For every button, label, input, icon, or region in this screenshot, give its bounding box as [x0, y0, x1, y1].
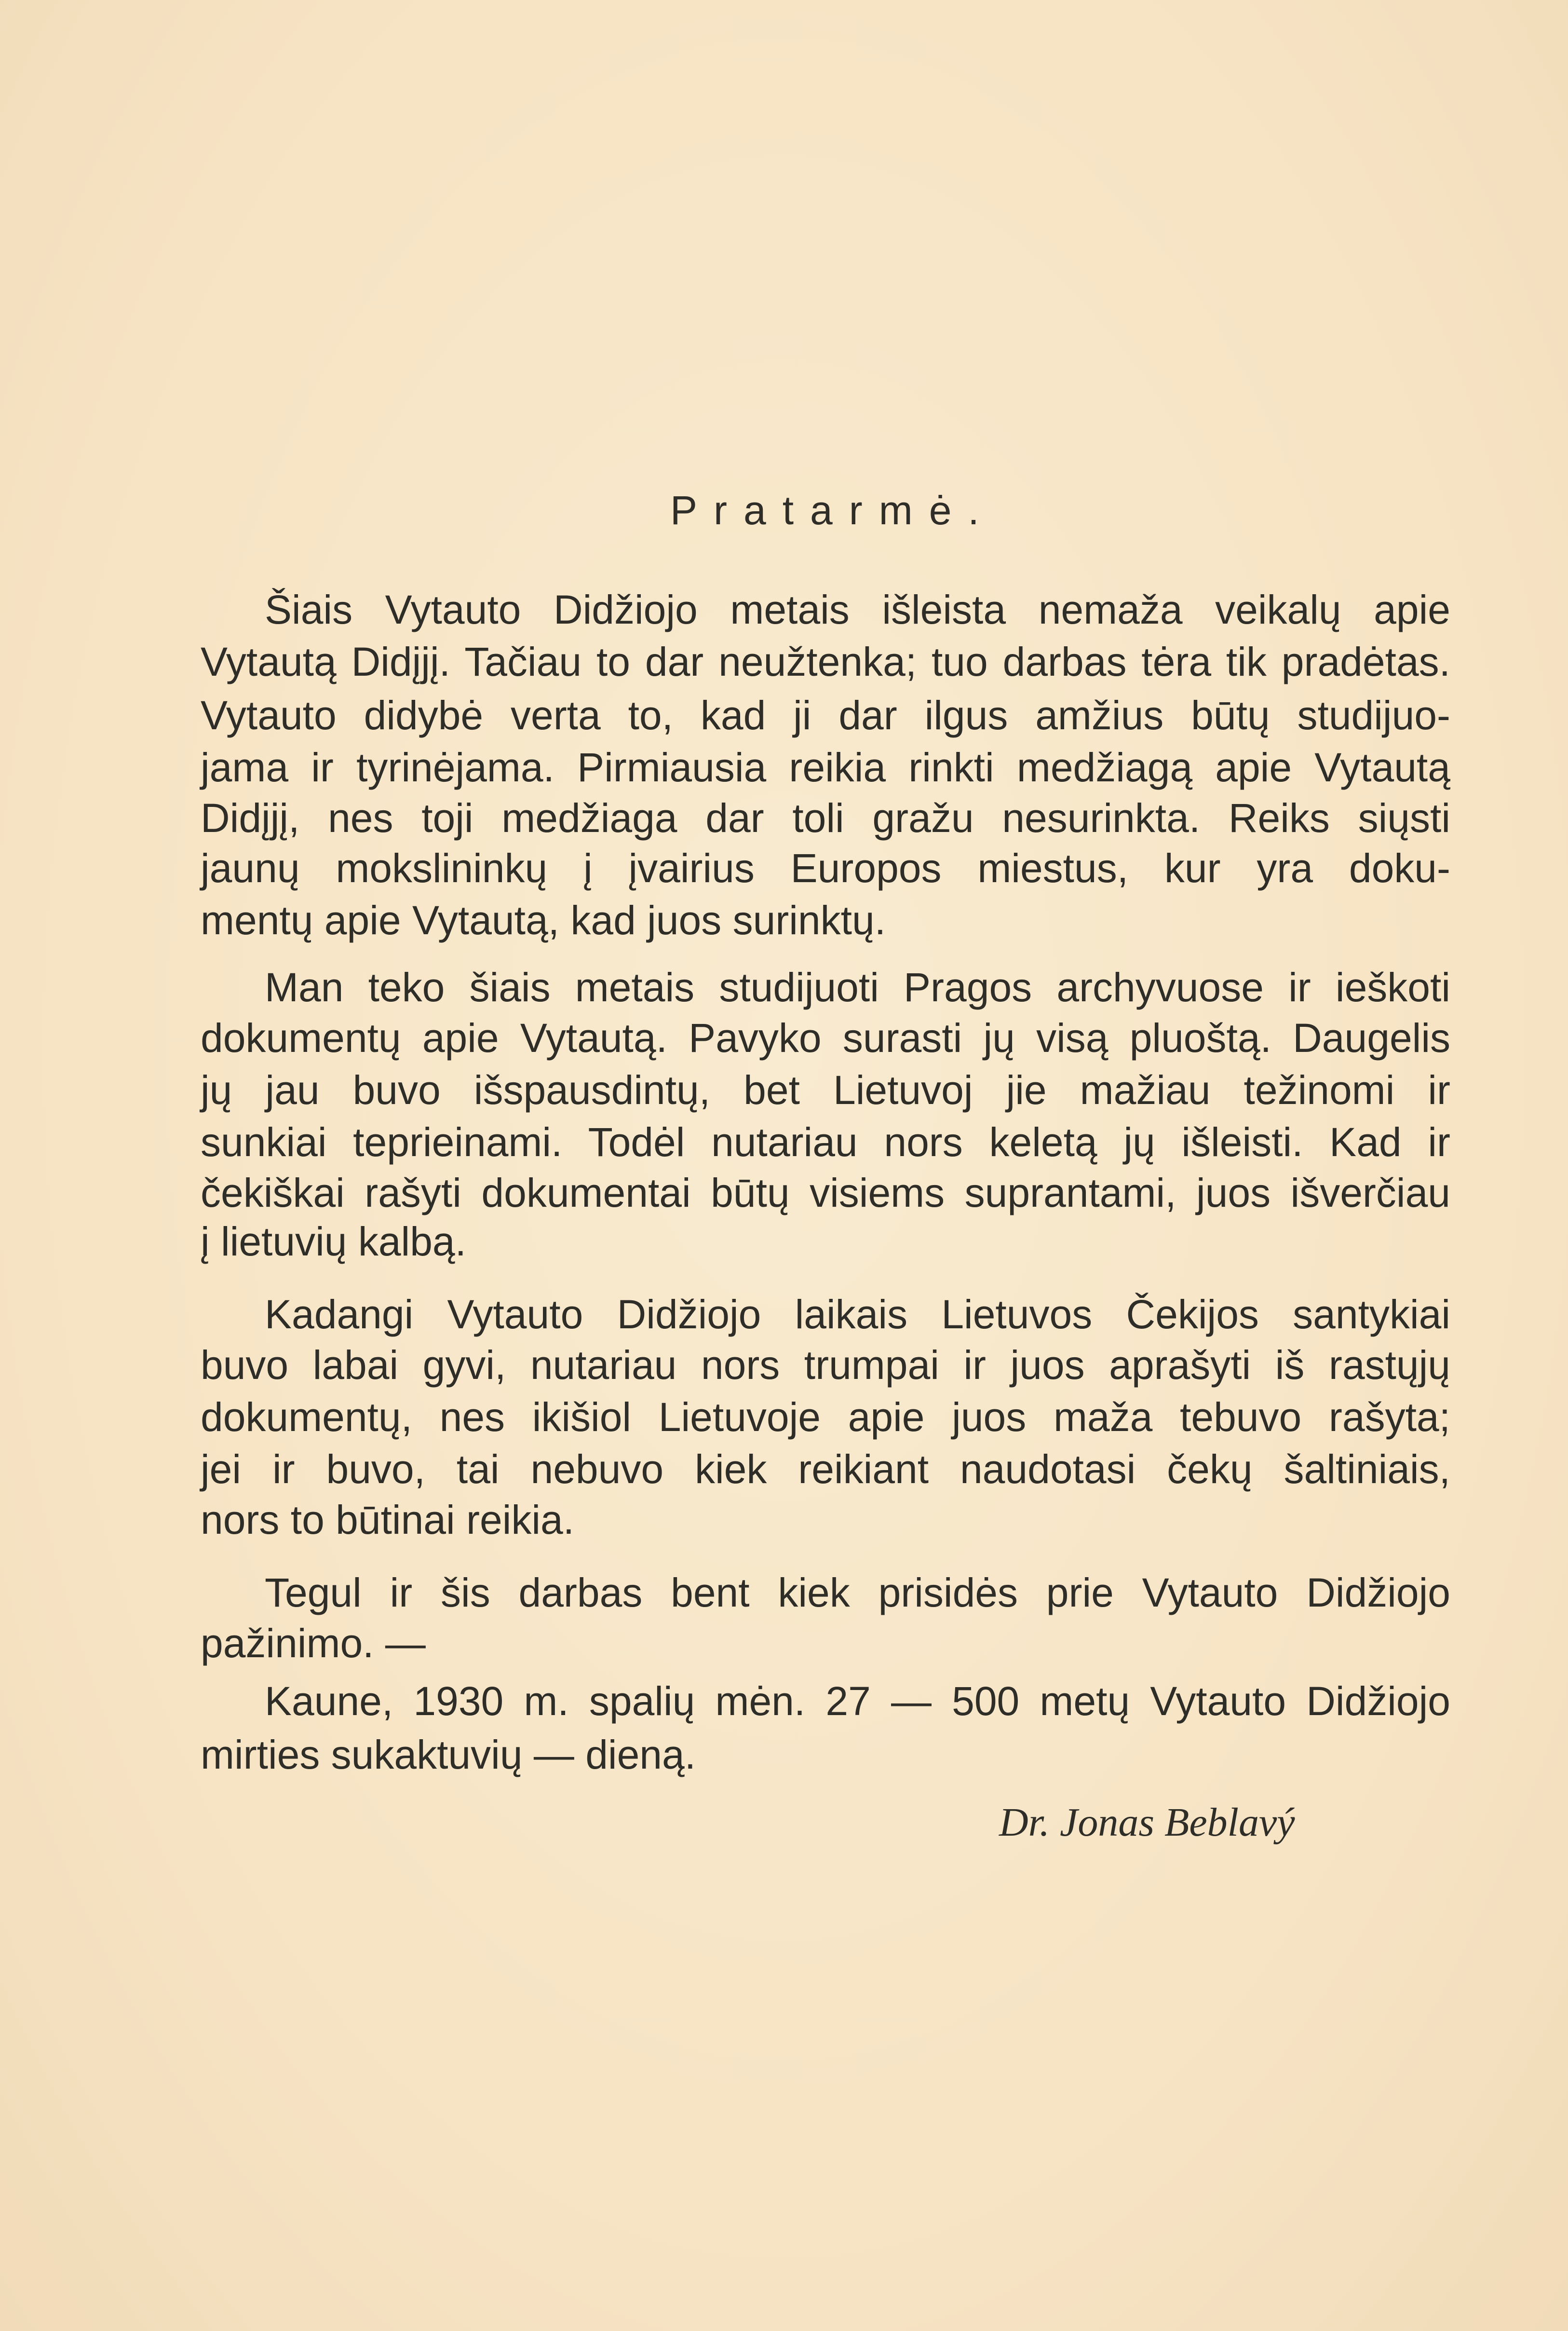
paragraph-2-line: dokumentų apie Vytautą. Pavyko surasti jų visą pluoštą. Daugelis — [201, 1015, 1450, 1061]
page-title: Pratarmė. — [670, 488, 996, 533]
paragraph-1-line: Didįjį, nes toji medžiaga dar toli gražu nesurinkta. Reiks siųsti — [201, 795, 1450, 841]
paragraph-3-line: buvo labai gyvi, nutariau nors trumpai ir juos aprašyti iš rastųjų — [201, 1342, 1450, 1388]
paragraph-4-line: pažinimo. — — [201, 1621, 426, 1666]
paragraph-3-line: jei ir buvo, tai nebuvo kiek reikiant naudotasi čekų šaltiniais, — [201, 1446, 1450, 1492]
paragraph-1-line: jaunų mokslininkų į įvairius Europos miestus, kur yra doku- — [201, 845, 1450, 891]
paragraph-3-line: dokumentų, nes ikišiol Lietuvoje apie juos maža tebuvo rašyta; — [201, 1394, 1450, 1440]
paragraph-2-line: į lietuvių kalbą. — [201, 1219, 466, 1264]
paragraph-2-line: čekiškai rašyti dokumentai būtų visiems suprantami, juos išverčiau — [201, 1170, 1450, 1215]
paragraph-2-line: sunkiai teprieinami. Todėl nutariau nors keletą jų išleisti. Kad ir — [201, 1119, 1450, 1165]
paragraph-3-line: Kadangi Vytauto Didžiojo laikais Lietuvos Čekijos santykiai — [265, 1292, 1450, 1337]
paragraph-1-line: mentų apie Vytautą, kad juos surinktų. — [201, 898, 886, 943]
paragraph-5-line: Kaune, 1930 m. spalių mėn. 27 — 500 metų Vytauto Didžiojo — [265, 1678, 1450, 1724]
paragraph-1-line: Vytautą Didįjį. Tačiau to dar neužtenka; tuo darbas tėra tik pradėtas. — [201, 639, 1450, 684]
paragraph-1-line: Šiais Vytauto Didžiojo metais išleista nemaža veikalų apie — [265, 587, 1450, 632]
author-signature: Dr. Jonas Beblavý — [999, 1800, 1295, 1845]
paragraph-3-line: nors to būtinai reikia. — [201, 1497, 575, 1542]
paragraph-4-line: Tegul ir šis darbas bent kiek prisidės prie Vytauto Didžiojo — [265, 1570, 1450, 1615]
paragraph-2-line: Man teko šiais metais studijuoti Pragos archyvuose ir ieškoti — [265, 965, 1450, 1010]
paragraph-1-line: Vytauto didybė verta to, kad ji dar ilgus amžius būtų studijuo- — [201, 693, 1450, 738]
paragraph-5-line: mirties sukaktuvių — dieną. — [201, 1732, 696, 1777]
paragraph-1-line: jama ir tyrinėjama. Pirmiausia reikia rinkti medžiagą apie Vytautą — [201, 745, 1450, 790]
paragraph-2-line: jų jau buvo išspausdintų, bet Lietuvoj jie mažiau težinomi ir — [201, 1067, 1450, 1113]
